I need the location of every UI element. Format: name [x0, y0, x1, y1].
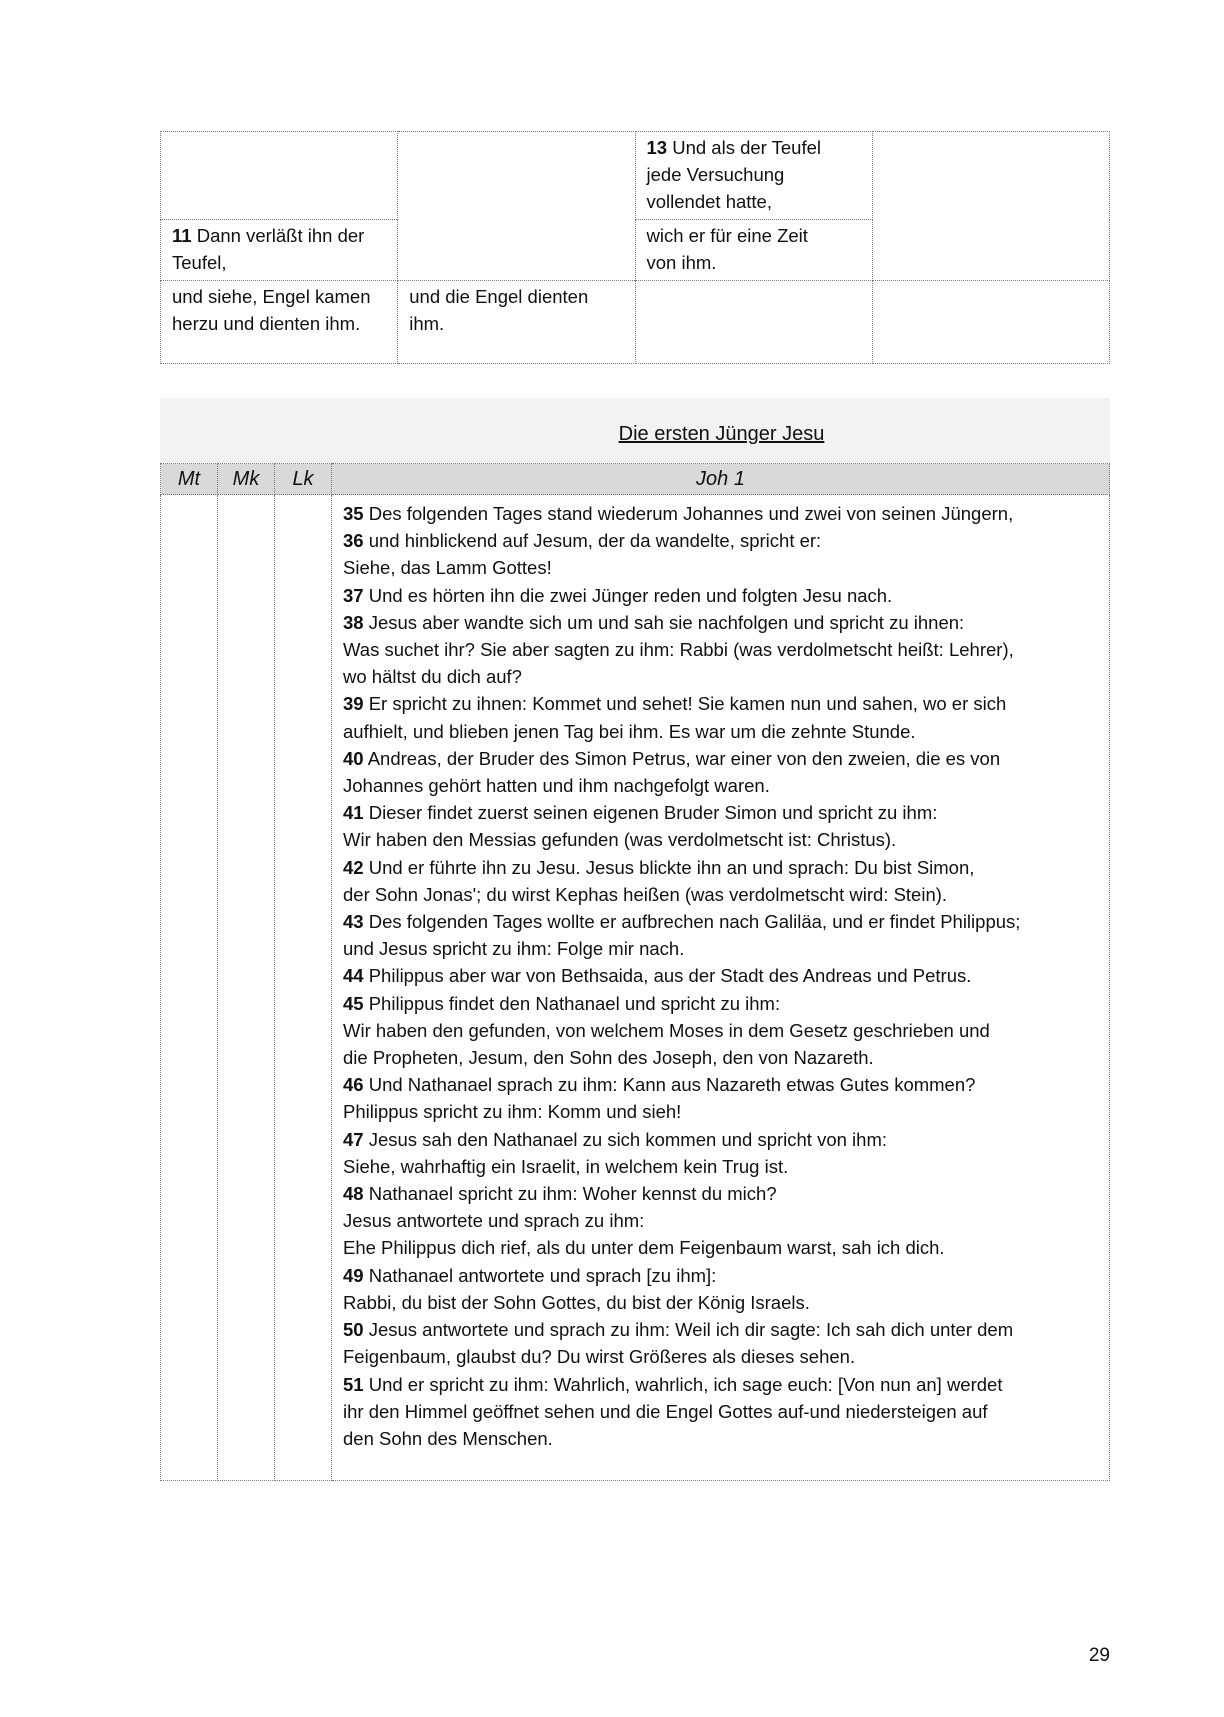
- verse-text: Was suchet ihr? Sie aber sagten zu ihm: Rabbi (was verdolmetscht heißt: Lehrer),: [343, 639, 1014, 661]
- verse-text: Er spricht zu ihnen: Kommet und sehet! Sie kamen nun und sahen, wo er sich: [368, 693, 1007, 715]
- verse-text: Andreas, der Bruder des Simon Petrus, war einer von den zweien, die es von: [367, 747, 1001, 769]
- verse-line: [343, 799, 1101, 826]
- verse-text: den Sohn des Menschen.: [343, 1427, 553, 1449]
- verse-line: vollendet hatte,: [646, 191, 772, 212]
- synopsis-table-main: [160, 463, 1110, 1481]
- verse-line: [343, 609, 1101, 636]
- table-row: [161, 220, 1110, 281]
- verse-number: 46: [343, 1074, 364, 1096]
- verse-number: 13: [646, 137, 668, 158]
- column-header-mt: Mt: [161, 464, 218, 495]
- section-title: Die ersten Jünger Jesu: [618, 423, 825, 445]
- verse-line: [343, 1017, 1101, 1044]
- cell-mt: [161, 495, 218, 1481]
- table-header-row: [161, 464, 1110, 495]
- verse-line: [343, 690, 1101, 717]
- page-number: 29: [1088, 1645, 1110, 1666]
- verse-line: [343, 1289, 1101, 1316]
- verse-text: Nathanael spricht zu ihm: Woher kennst du mich?: [368, 1183, 777, 1205]
- verse-text: aufhielt, und blieben jenen Tag bei ihm. Es war um die zehnte Stunde.: [343, 720, 916, 742]
- verse-line: [343, 1207, 1101, 1234]
- verse-text: der Sohn Jonas'; du wirst Kephas heißen (was verdolmetscht wird: Stein).: [343, 883, 948, 905]
- verse-text: und hinblickend auf Jesum, der da wandelte, spricht er:: [368, 530, 822, 552]
- verse-number: 37: [343, 584, 364, 606]
- verse-text: Und es hörten ihn die zwei Jünger reden und folgten Jesu nach.: [368, 584, 893, 606]
- verse-text: Jesus antwortete und sprach zu ihm: Weil ich dir sagte: Ich sah dich unter dem: [368, 1319, 1014, 1341]
- verse-text: Jesus antwortete und sprach zu ihm:: [343, 1210, 645, 1232]
- verse-text: Philippus aber war von Bethsaida, aus der Stadt des Andreas und Petrus.: [368, 965, 972, 987]
- verse-line: [343, 527, 1101, 554]
- verse-text: Und er spricht zu ihm: Wahrlich, wahrlich, ich sage euch: [Von nun an] werdet: [368, 1373, 1003, 1395]
- column-header-joh: Joh 1: [332, 464, 1110, 495]
- verse-text: Wir haben den gefunden, von welchem Moses in dem Gesetz geschrieben und: [343, 1019, 990, 1041]
- cell-mk: [398, 220, 635, 281]
- verse-line: [343, 636, 1101, 663]
- verse-number: 35: [343, 503, 364, 524]
- column-header-mk: Mk: [218, 464, 275, 495]
- cell-joh: [872, 281, 1109, 364]
- verse-number: 42: [343, 856, 364, 878]
- verse-text: Nathanael antwortete und sprach [zu ihm]:: [368, 1264, 717, 1286]
- verse-line: [343, 1262, 1101, 1289]
- verse-line: [343, 1425, 1101, 1452]
- verse-text: Siehe, wahrhaftig ein Israelit, in welchem kein Trug ist.: [343, 1155, 789, 1177]
- verse-line: [343, 582, 1101, 609]
- verse-line: [343, 1371, 1101, 1398]
- verse-line: [343, 500, 1101, 527]
- verse-text: und Jesus spricht zu ihm: Folge mir nach.: [343, 938, 685, 960]
- verse-line: [172, 222, 389, 249]
- verse-text: Dieser findet zuerst seinen eigenen Bruder Simon und spricht zu ihm:: [368, 802, 938, 824]
- verse-number: 41: [343, 802, 364, 824]
- verse-number: 38: [343, 611, 364, 633]
- verse-text: Wir haben den Messias gefunden (was verdolmetscht ist: Christus).: [343, 829, 897, 851]
- verse-line: [647, 134, 864, 161]
- verse-text: Jesus sah den Nathanael zu sich kommen und spricht von ihm:: [368, 1128, 887, 1150]
- verse-line: herzu und dienten ihm.: [172, 313, 361, 334]
- synopsis-table-top: [160, 131, 1110, 364]
- verse-line: [343, 962, 1101, 989]
- verse-line: [343, 908, 1101, 935]
- verse-line: [343, 554, 1101, 581]
- verse-line: [343, 935, 1101, 962]
- verse-number: 51: [343, 1373, 364, 1395]
- verse-text: Feigenbaum, glaubst du? Du wirst Größeres als dieses sehen.: [343, 1346, 856, 1368]
- verse-text: ihr den Himmel geöffnet sehen und die Engel Gottes auf-und niedersteigen auf: [343, 1400, 988, 1422]
- verse-number: 44: [343, 965, 364, 987]
- verse-text: Siehe, das Lamm Gottes!: [343, 557, 552, 579]
- verse-line: [343, 1126, 1101, 1153]
- verse-line: [343, 881, 1101, 908]
- cell-mt: [161, 220, 398, 281]
- table-row: [161, 495, 1110, 1481]
- verse-line: [343, 718, 1101, 745]
- verse-text: wo hältst du dich auf?: [343, 666, 522, 688]
- table-row: [161, 281, 1110, 364]
- verse-line: [343, 1398, 1101, 1425]
- verse-line: Teufel,: [172, 252, 227, 273]
- cell-joh: [872, 132, 1109, 220]
- verse-line: [343, 1044, 1101, 1071]
- cell-mt: [161, 132, 398, 220]
- verse-line: [343, 1234, 1101, 1261]
- verse-number: 45: [343, 992, 364, 1014]
- verse-line: [343, 745, 1101, 772]
- cell-lk: [635, 220, 872, 281]
- verse-number: 43: [343, 911, 364, 933]
- verse-line: [343, 854, 1101, 881]
- cell-lk: [635, 132, 872, 220]
- verse-text: Dann verläßt ihn der: [196, 225, 365, 246]
- verse-line: [343, 663, 1101, 690]
- verse-number: 11: [172, 225, 192, 246]
- verse-line: [343, 1316, 1101, 1343]
- verse-line: jede Versuchung: [646, 164, 785, 185]
- verse-line: [343, 1153, 1101, 1180]
- verse-line: wich er für eine Zeit: [646, 225, 808, 246]
- cell-joh: [872, 220, 1109, 281]
- verse-number: 49: [343, 1264, 364, 1286]
- verse-text: Jesus aber wandte sich um und sah sie nachfolgen und spricht zu ihnen:: [368, 611, 965, 633]
- verse-line: von ihm.: [646, 252, 717, 273]
- verse-number: 48: [343, 1183, 364, 1205]
- cell-mk: [398, 132, 635, 220]
- cell-joh-text: [332, 495, 1110, 1481]
- verse-number: 36: [343, 530, 364, 552]
- verse-text: Des folgenden Tages stand wiederum Johannes und zwei von seinen Jüngern,: [368, 503, 1014, 524]
- verse-text: Und als der Teufel: [672, 137, 821, 158]
- verse-text: Des folgenden Tages wollte er aufbrechen nach Galiläa, und er findet Philippus;: [368, 911, 1021, 933]
- verse-line: [343, 1071, 1101, 1098]
- verse-line: [343, 826, 1101, 853]
- verse-number: 40: [343, 747, 364, 769]
- verse-line: [343, 1098, 1101, 1125]
- verse-number: 50: [343, 1319, 364, 1341]
- cell-lk: [635, 281, 872, 364]
- verse-line: [343, 772, 1101, 799]
- verse-text: die Propheten, Jesum, den Sohn des Joseph, den von Nazareth.: [343, 1047, 874, 1069]
- verse-line: und die Engel dienten: [409, 286, 589, 307]
- verse-text: Und Nathanael sprach zu ihm: Kann aus Nazareth etwas Gutes kommen?: [368, 1074, 976, 1096]
- cell-mt: [161, 281, 398, 364]
- verse-number: 47: [343, 1128, 364, 1150]
- verse-text: Philippus findet den Nathanael und spricht zu ihm:: [368, 992, 781, 1014]
- table-row: [161, 132, 1110, 220]
- verse-line: [343, 1343, 1101, 1370]
- verse-text: Philippus spricht zu ihm: Komm und sieh!: [343, 1101, 682, 1123]
- verse-line: [343, 990, 1101, 1017]
- column-header-lk: Lk: [275, 464, 332, 495]
- verse-text: Rabbi, du bist der Sohn Gottes, du bist der König Israels.: [343, 1291, 810, 1313]
- verse-line: und siehe, Engel kamen: [172, 286, 371, 307]
- verse-text: Johannes gehört hatten und ihm nachgefolgt waren.: [343, 775, 770, 797]
- verse-text: Ehe Philippus dich rief, als du unter dem Feigenbaum warst, sah ich dich.: [343, 1237, 945, 1259]
- verse-line: ihm.: [409, 313, 445, 334]
- verse-number: 39: [343, 693, 364, 715]
- verse-text: Und er führte ihn zu Jesu. Jesus blickte ihn an und sprach: Du bist Simon,: [368, 856, 975, 878]
- cell-lk: [275, 495, 332, 1481]
- verse-line: [343, 1180, 1101, 1207]
- cell-mk: [398, 281, 635, 364]
- cell-mk: [218, 495, 275, 1481]
